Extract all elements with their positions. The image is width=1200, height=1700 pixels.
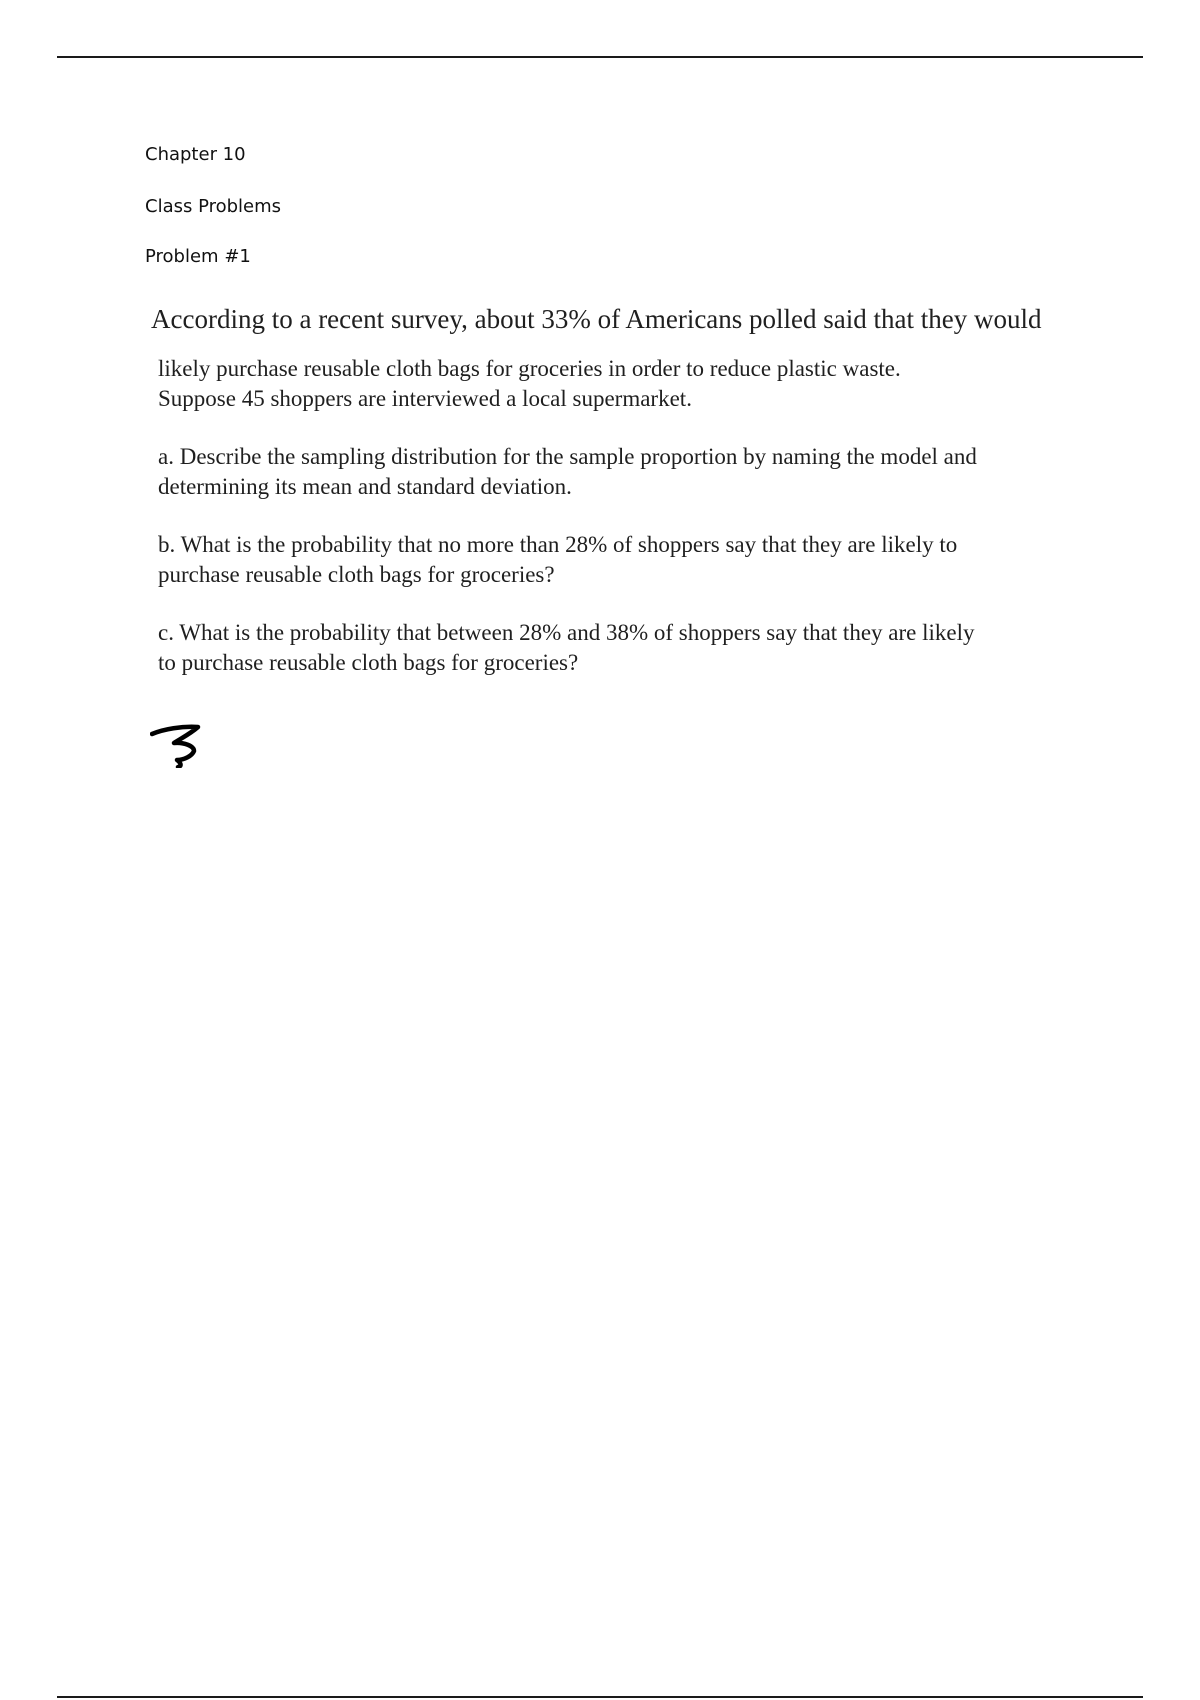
chapter-title: Chapter 10 (145, 144, 246, 165)
top-rule (57, 56, 1143, 58)
problem-label: Problem #1 (145, 246, 251, 267)
question-a (158, 442, 1111, 502)
intro-line: Suppose 45 shoppers are interviewed a local supermarket. (158, 386, 692, 411)
question-a-line: a. Describe the sampling distribution for the sample proportion by naming the model and (158, 444, 977, 469)
question-b-line: b. What is the probability that no more than 28% of shoppers say that they are likely to (158, 532, 958, 557)
question-b-line: purchase reusable cloth bags for groceries? (158, 562, 555, 587)
page-header (145, 144, 281, 268)
question-b (158, 530, 1111, 590)
question-c-line: c. What is the probability that between 28% and 38% of shoppers say that they are likely (158, 620, 975, 645)
intro-first-line: According to a recent survey, about 33% of Americans polled said that they would (151, 304, 1042, 334)
handwritten-mark (150, 718, 206, 768)
intro-paragraph (158, 354, 1111, 414)
bottom-rule (57, 1696, 1143, 1698)
problem-body (151, 302, 1111, 706)
section-title: Class Problems (145, 196, 282, 217)
question-a-line: determining its mean and standard deviation. (158, 474, 572, 499)
intro-line: likely purchase reusable cloth bags for groceries in order to reduce plastic waste. (158, 356, 901, 381)
question-c (158, 618, 1111, 678)
question-c-line: to purchase reusable cloth bags for groceries? (158, 650, 579, 675)
